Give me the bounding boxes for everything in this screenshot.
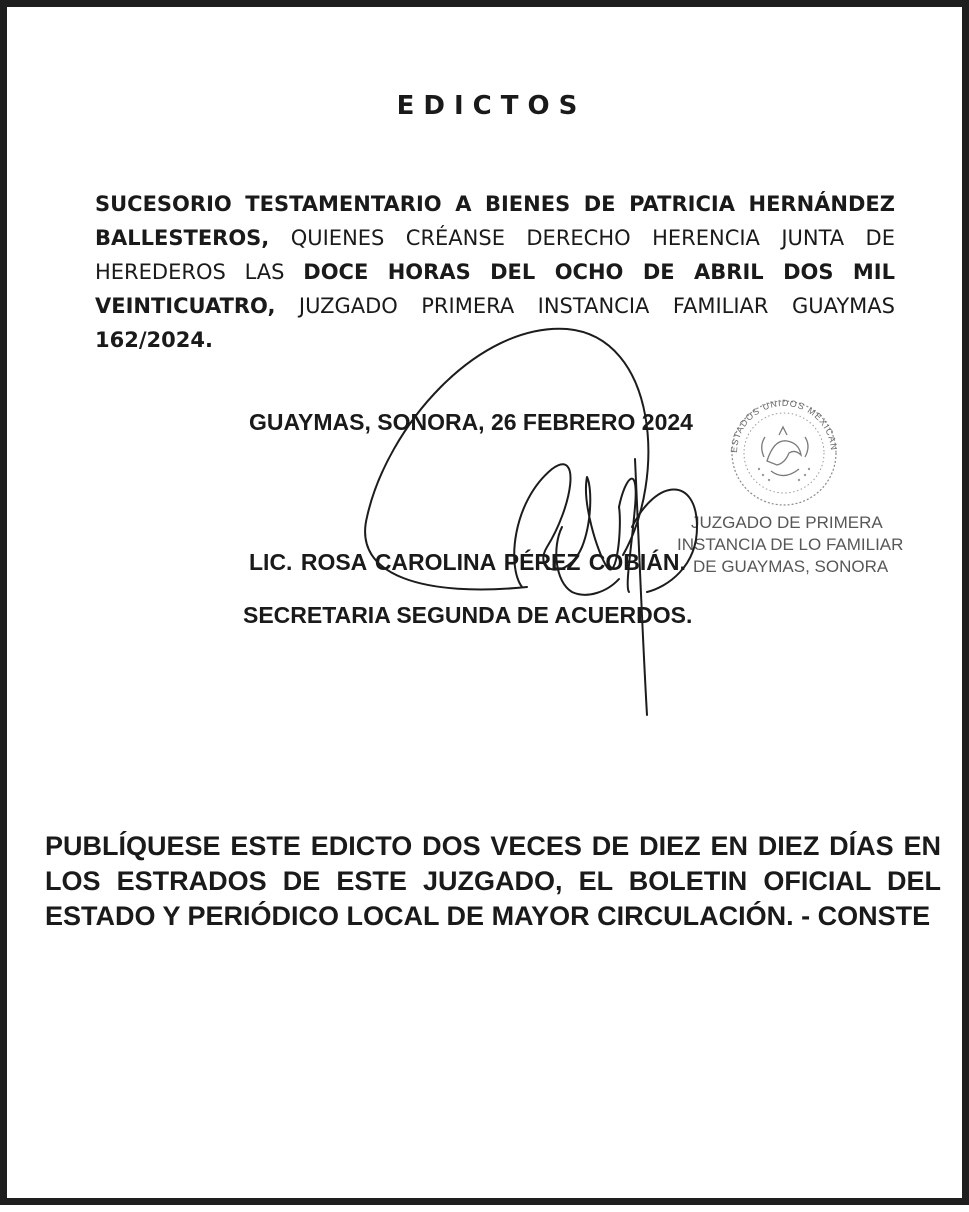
edict-text-1: QUIENES CRÉANSE DERECHO HERENCIA JUNTA DE HEREDEROS LAS — [95, 226, 895, 284]
seal-emblem-icon — [719, 391, 849, 511]
edict-body — [95, 187, 895, 357]
stamp-line-1: JUZGADO DE PRIMERA — [691, 513, 883, 532]
place-date: GUAYMAS, SONORA, 26 FEBRERO 2024 — [249, 409, 693, 435]
court-stamp — [677, 512, 927, 578]
edict-subject: SUCESORIO TESTAMENTARIO A BIENES DE PATRICIA HERNÁNDEZ BALLESTEROS, — [95, 192, 895, 250]
page-title: EDICTOS — [396, 91, 587, 121]
edict-text-2: JUZGADO PRIMERA INSTANCIA FAMILIAR GUAYMAS — [275, 294, 895, 318]
official-seal — [719, 391, 849, 511]
svg-text:ESTADOS UNIDOS MEXICANOS — [719, 391, 839, 453]
publication-notice: PUBLÍQUESE ESTE EDICTO DOS VECES DE DIEZ EN DIEZ DÍAS EN LOS ESTRADOS DE ESTE JUZGADO, EL BOLETIN OFICIAL DEL ESTADO Y PERIÓDICO LOCAL DE MAYOR CIRCULACIÓN. - CONSTE — [45, 831, 941, 931]
signatory-title: SECRETARIA SEGUNDA DE ACUERDOS. — [243, 602, 693, 628]
edict-hearing-date: DOCE HORAS DEL OCHO DE ABRIL DOS MIL VEINTICUATRO, — [95, 260, 895, 318]
case-number: 162/2024. — [95, 328, 213, 352]
stamp-line-3: DE GUAYMAS, SONORA — [693, 557, 889, 576]
signatory-name: LIC. ROSA CAROLINA PÉREZ COBIÁN. — [249, 549, 686, 575]
seal-text: ESTADOS UNIDOS MEXICAN — [728, 397, 840, 454]
stamp-line-2: INSTANCIA DE LO FAMILIAR — [677, 535, 904, 554]
